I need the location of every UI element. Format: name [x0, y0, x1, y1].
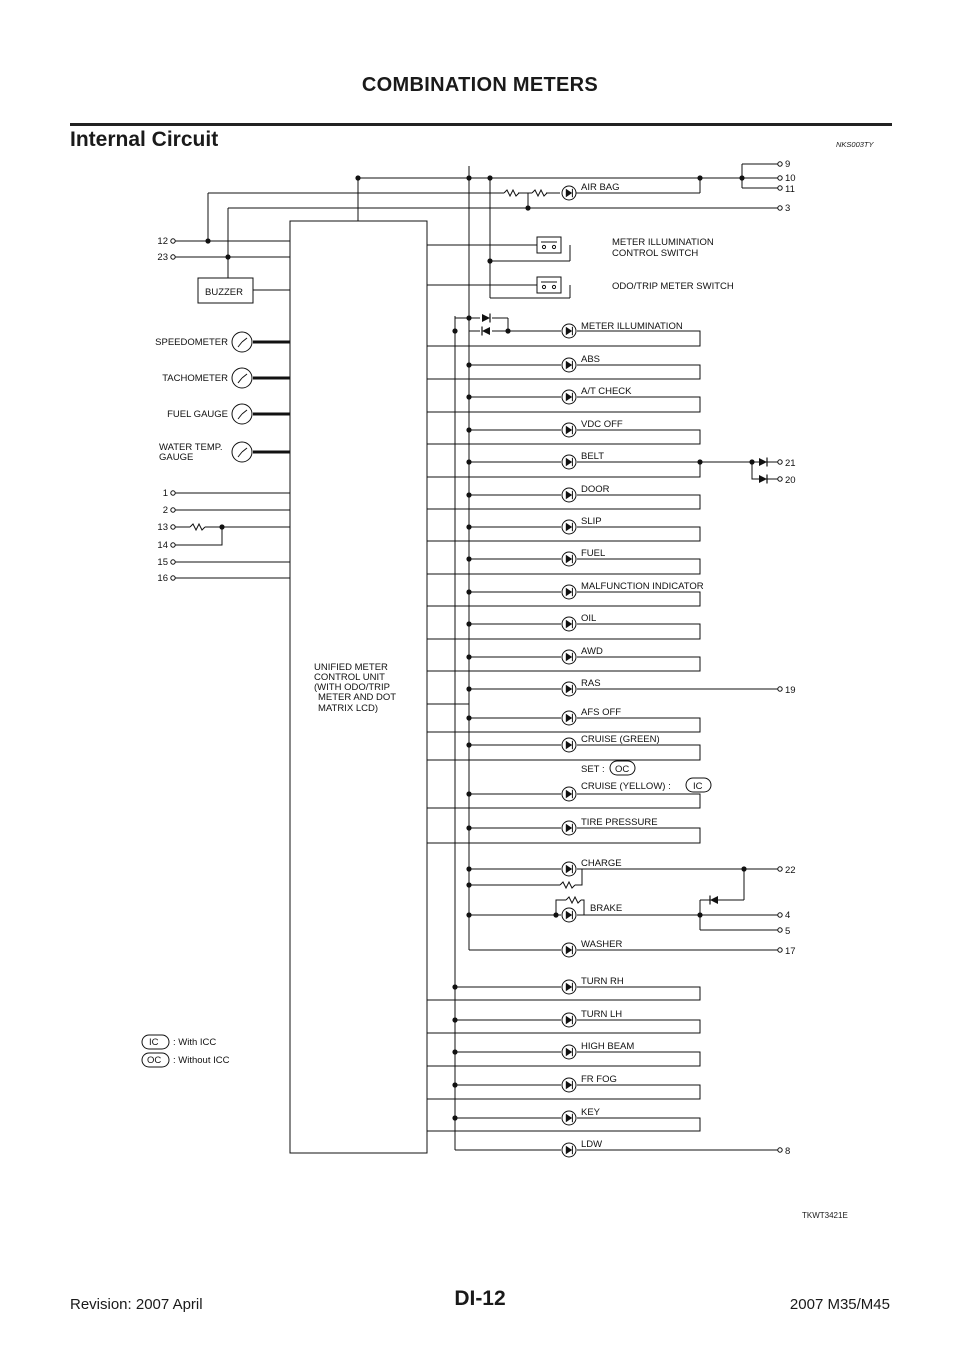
- indicator-label: AIR BAG: [581, 182, 620, 193]
- right-pin-label: 3: [785, 203, 791, 214]
- left-pin-label: 12: [157, 236, 168, 247]
- figure-code: TKWT3421E: [802, 1211, 848, 1220]
- indicator-label: CHARGE: [581, 858, 622, 869]
- gauge-label: GAUGE: [159, 452, 194, 463]
- indicator-label: CRUISE (YELLOW) :: [581, 781, 671, 792]
- left-pin-label: 2: [162, 505, 168, 516]
- badge-label: OC: [615, 764, 630, 775]
- indicator-label: OIL: [581, 613, 597, 624]
- left-pin-label: 15: [157, 557, 168, 568]
- indicator-label: A/T CHECK: [581, 386, 632, 397]
- model-text: 2007 M35/M45: [789, 1296, 890, 1313]
- indicator-label: TURN LH: [581, 1009, 623, 1020]
- right-pin-label: 8: [785, 1146, 791, 1157]
- left-pin-label: 16: [157, 573, 168, 584]
- switch-label: CONTROL SWITCH: [612, 248, 699, 259]
- unit-label-line: UNIFIED METER: [314, 662, 388, 673]
- indicator-label: ABS: [581, 354, 601, 365]
- left-pin-label: 13: [157, 522, 168, 533]
- right-pin-label: 5: [785, 926, 791, 937]
- left-pin-label: 14: [157, 540, 168, 551]
- legend-badge: OC: [147, 1055, 162, 1066]
- right-pin-label: 21: [785, 458, 796, 469]
- badge-label: IC: [693, 781, 703, 792]
- indicator-label: TURN RH: [581, 976, 624, 987]
- page-header-title: COMBINATION METERS: [361, 74, 599, 96]
- indicator-label: TIRE PRESSURE: [581, 817, 658, 828]
- unit-label-line: (WITH ODO/TRIP: [314, 682, 390, 693]
- legend-badge: IC: [149, 1037, 159, 1048]
- indicator-label: RAS: [581, 678, 601, 689]
- left-pin-label: 1: [162, 488, 168, 499]
- section-title: Internal Circuit: [70, 128, 219, 151]
- right-pin-label: 17: [785, 946, 796, 957]
- gauge-label: TACHOMETER: [162, 373, 228, 384]
- indicator-label: DOOR: [581, 484, 610, 495]
- right-pin-label: 4: [785, 910, 791, 921]
- right-pin-label: 10: [785, 173, 796, 184]
- switch-label: ODO/TRIP METER SWITCH: [612, 281, 734, 292]
- revision-text: Revision: 2007 April: [70, 1296, 203, 1313]
- right-pin-label: 11: [785, 184, 795, 195]
- indicator-label: CRUISE (GREEN): [581, 734, 660, 745]
- page-number: DI-12: [454, 1287, 506, 1310]
- indicator-label: MALFUNCTION INDICATOR: [581, 581, 704, 592]
- right-pin-label: 20: [785, 475, 796, 486]
- indicator-label: METER ILLUMINATION: [581, 321, 683, 332]
- indicator-label: WASHER: [581, 939, 623, 950]
- unit-label-line: CONTROL UNIT: [314, 672, 385, 683]
- indicator-label: KEY: [581, 1107, 601, 1118]
- switch-label: METER ILLUMINATION: [612, 237, 714, 248]
- indicator-label: SLIP: [581, 516, 602, 527]
- section-code: NKS003TY: [836, 140, 874, 149]
- right-pin-label: 9: [785, 159, 791, 170]
- indicator-label: FR FOG: [581, 1074, 617, 1085]
- legend-text: : Without ICC: [173, 1055, 230, 1066]
- gauge-label: WATER TEMP.: [159, 442, 223, 453]
- indicator-label: AWD: [581, 646, 603, 657]
- indicator-label: BRAKE: [590, 903, 623, 914]
- legend-text: : With ICC: [173, 1037, 217, 1048]
- indicator-label: HIGH BEAM: [581, 1041, 635, 1052]
- gauge-label: SPEEDOMETER: [155, 337, 228, 348]
- indicator-label: BELT: [581, 451, 605, 462]
- unit-label-line: METER AND DOT: [318, 692, 397, 703]
- right-pin-label: 22: [785, 865, 796, 876]
- indicator-label: SET :: [581, 764, 605, 775]
- indicator-label: FUEL: [581, 548, 606, 559]
- indicator-label: VDC OFF: [581, 419, 623, 430]
- right-pin-label: 19: [785, 685, 796, 696]
- left-pin-label: 23: [157, 252, 168, 263]
- buzzer-label: BUZZER: [205, 287, 243, 298]
- indicator-label: AFS OFF: [581, 707, 622, 718]
- unit-label-line: MATRIX LCD): [318, 703, 378, 714]
- gauge-label: FUEL GAUGE: [167, 409, 228, 420]
- indicator-label: LDW: [581, 1139, 603, 1150]
